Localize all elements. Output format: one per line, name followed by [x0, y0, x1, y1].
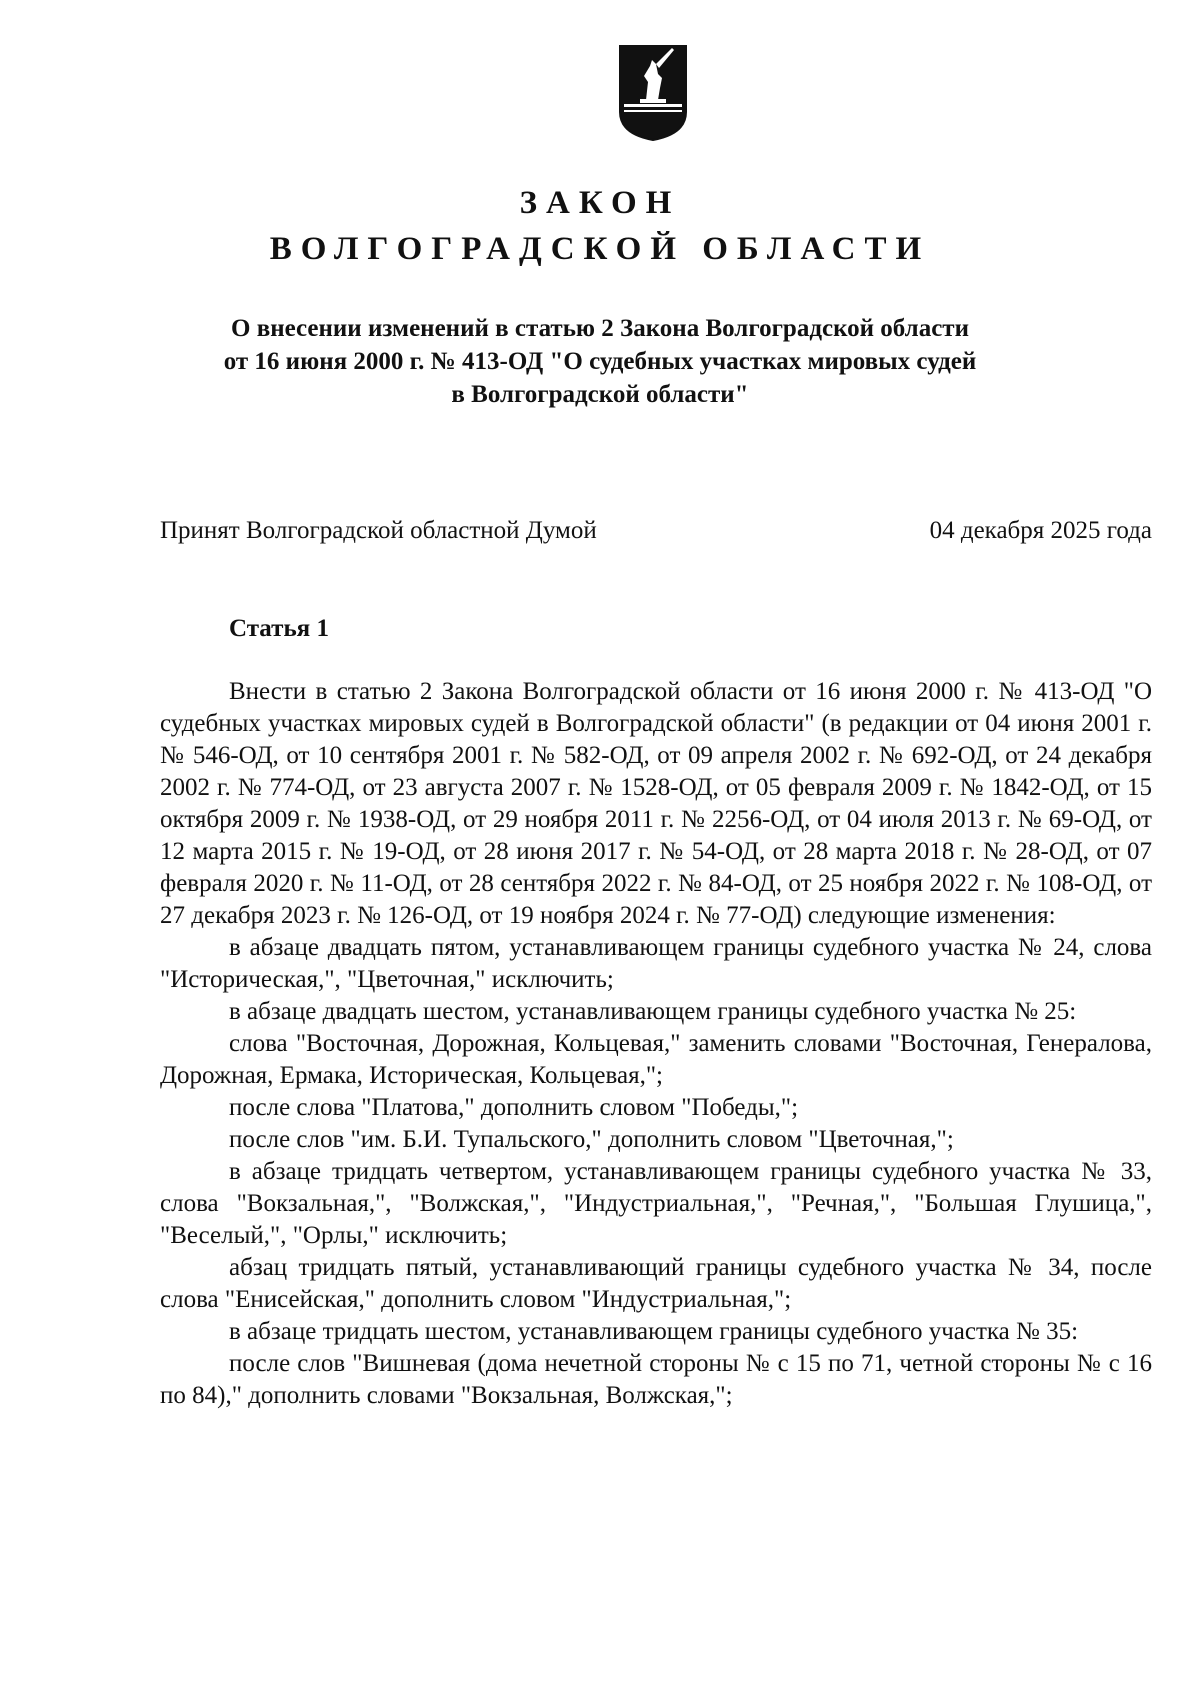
coat-of-arms-icon — [616, 42, 690, 142]
article-heading: Статья 1 — [229, 615, 329, 642]
law-title: ЗАКОН — [519, 185, 681, 221]
law-subtitle — [160, 312, 1040, 411]
adoption-date: 04 декабря 2025 года — [929, 517, 1152, 544]
paragraph: в абзаце двадцать пятом, устанавливающем границы судебного участка № 24, слова "Историческая,", "Цветочная," исключить; — [160, 934, 1152, 993]
subtitle-line-3: в Волгоградской области" — [451, 381, 749, 408]
subtitle-line-2: от 16 июня 2000 г. № 413-ОД "О судебных участках мировых судей — [223, 348, 977, 375]
adoption-line — [160, 516, 1152, 546]
paragraph: после слов "им. Б.И. Тупальского," дополнить словом "Цветочная,"; — [229, 1126, 954, 1153]
region-title: ВОЛГОГРАДСКОЙ ОБЛАСТИ — [269, 231, 931, 267]
subtitle-line-1: О внесении изменений в статью 2 Закона Волгоградской области — [231, 315, 969, 342]
paragraph: после слова "Платова," дополнить словом "Победы,"; — [229, 1094, 799, 1121]
paragraph: в абзаце тридцать четвертом, устанавливающем границы судебного участка № 33, слова "Вокзальная,", "Волжская,", "Индустриальная,", "Речная,", "Большая Глушица,", "Веселый,", "Орлы," исключить; — [160, 1158, 1152, 1249]
paragraph: Внести в статью 2 Закона Волгоградской области от 16 июня 2000 г. № 413-ОД "О судебных участках мировых судей в Волгоградской области" (в редакции от 04 июня 2001 г. № 546-ОД, от 10 сентября 2001 г. № 582-ОД, от 09 апреля 2002 г. № 692-ОД, от 24 декабря 2002 г. № 774-ОД, от 23 августа 2007 г. № 1528-ОД, от 05 февраля 2009 г. № 1842-ОД, от 15 октября 2009 г. № 1938-ОД, от 29 ноября 2011 г. № 2256-ОД, от 04 июля 2013 г. № 69-ОД, от 12 марта 2015 г. № 19-ОД, от 28 июня 2017 г. № 54-ОД, от 28 марта 2018 г. № 28-ОД, от 07 февраля 2020 г. № 11-ОД, от 28 сентября 2022 г. № 84-ОД, от 25 ноября 2022 г. № 108-ОД, от 27 декабря 2023 г. № 126-ОД, от 19 ноября 2024 г. № 77-ОД) следующие изменения: — [160, 678, 1152, 929]
paragraph: слова "Восточная, Дорожная, Кольцевая," заменить словами "Восточная, Генералова, Дорожная, Ермака, Историческая, Кольцевая,"; — [160, 1030, 1152, 1089]
paragraph: после слов "Вишневая (дома нечетной стороны № с 15 по 71, четной стороны № с 16 по 84)," дополнить словами "Вокзальная, Волжская,"; — [160, 1350, 1152, 1409]
paragraph: в абзаце тридцать шестом, устанавливающем границы судебного участка № 35: — [229, 1318, 1079, 1345]
article-body — [160, 676, 1152, 1412]
paragraph: в абзаце двадцать шестом, устанавливающем границы судебного участка № 25: — [229, 998, 1077, 1025]
paragraph: абзац тридцать пятый, устанавливающий границы судебного участка № 34, после слова "Енисейская," дополнить словом "Индустриальная,"; — [160, 1254, 1152, 1313]
adopting-body: Принят Волгоградской областной Думой — [160, 517, 597, 544]
